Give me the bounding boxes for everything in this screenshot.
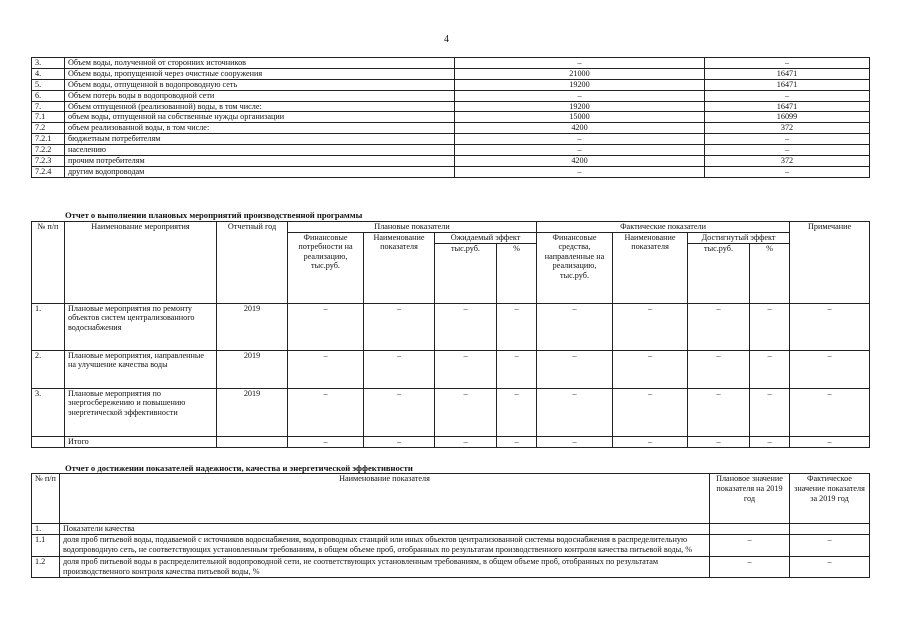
header-indicator-name: Наименование показателя xyxy=(60,474,710,524)
header-measure-name: Наименование мероприятия xyxy=(65,222,217,304)
row-fact-value: – xyxy=(790,535,870,556)
row-name: Объем воды, отпущенной в водопроводную сеть xyxy=(65,79,455,90)
row-year xyxy=(217,437,288,448)
table-row xyxy=(32,535,870,556)
row-name: Объем воды, полученной от сторонних источников xyxy=(65,58,455,69)
row-dash-value: – xyxy=(497,304,537,351)
row-plan-value: – xyxy=(455,90,705,101)
header-num: № п/п xyxy=(32,474,60,524)
row-dash-value: – xyxy=(497,351,537,389)
row-dash-value: – xyxy=(364,389,435,437)
table-row xyxy=(32,90,870,101)
planned-measures-table xyxy=(31,221,870,448)
water-volume-table xyxy=(31,57,870,178)
row-name: бюджетным потребителям xyxy=(65,134,455,145)
row-dash-value: – xyxy=(537,304,613,351)
row-dash-value: – xyxy=(435,304,497,351)
row-measure-name: Плановые мероприятия, направленные на улучшение качества воды xyxy=(65,351,217,389)
row-name: объем воды, отпущенной на собственные нужды организации xyxy=(65,112,455,123)
row-fact-value: 372 xyxy=(705,123,870,134)
row-plan-value: – xyxy=(455,145,705,156)
row-plan-value: 4200 xyxy=(455,123,705,134)
header-fact-fin: Финансовые средства, направленные на реализацию, тыс.руб. xyxy=(537,233,613,304)
row-measure-name: Итого xyxy=(65,437,217,448)
row-dash-value: – xyxy=(750,351,790,389)
row-plan-value: 19200 xyxy=(455,79,705,90)
table-row xyxy=(32,389,870,437)
header-plan-value: Плановое значение показателя на 2019 год xyxy=(710,474,790,524)
row-number: 7.1 xyxy=(32,112,65,123)
header-plan-group: Плановые показатели xyxy=(288,222,537,233)
row-plan-value: – xyxy=(455,134,705,145)
row-name: Объем воды, пропущенной через очистные сооружения xyxy=(65,68,455,79)
header-note: Примечание xyxy=(790,222,870,304)
row-year: 2019 xyxy=(217,351,288,389)
header-plan-tys: тыс.руб. xyxy=(435,244,497,304)
row-dash-value: – xyxy=(537,437,613,448)
row-indicator-name: доля проб питьевой воды в распределительной водопроводной сети, не соответствующих установленным требованиям, в общем объеме проб, отобранных по результатам производственного контроля качества питьевой воды, % xyxy=(60,556,710,577)
row-number: 4. xyxy=(32,68,65,79)
row-indicator-name: Показатели качества xyxy=(60,524,710,535)
indicators-table xyxy=(31,473,870,578)
row-dash-value: – xyxy=(613,304,688,351)
row-dash-value: – xyxy=(364,351,435,389)
row-measure-name: Плановые мероприятия по ремонту объектов систем централизованного водоснабжения xyxy=(65,304,217,351)
row-dash-value: – xyxy=(613,351,688,389)
row-name: населению xyxy=(65,145,455,156)
row-indicator-name: доля проб питьевой воды, подаваемой с источников водоснабжения, водопроводных станций или иных объектов централизованной системы водоснабжения в распределительную водопроводную сеть, не соответствующих установленным требованиям, в общем объеме проб, отобранных по результатам производственного контроля качества питьевой воды, % xyxy=(60,535,710,556)
row-dash-value: – xyxy=(288,351,364,389)
row-plan-value: 21000 xyxy=(455,68,705,79)
row-year: 2019 xyxy=(217,304,288,351)
table-row xyxy=(32,134,870,145)
table-row xyxy=(32,524,870,535)
row-dash-value: – xyxy=(364,437,435,448)
row-fact-value: 16471 xyxy=(705,101,870,112)
header-fact-value: Фактическое значение показателя за 2019 год xyxy=(790,474,870,524)
table-row xyxy=(32,145,870,156)
header-fact-group: Фактические показатели xyxy=(537,222,790,233)
row-number: 2. xyxy=(32,351,65,389)
row-number: 7.2.3 xyxy=(32,156,65,167)
header-plan-fin: Финансовые потребности на реализацию, тыс.руб. xyxy=(288,233,364,304)
header-num: № п/п xyxy=(32,222,65,304)
row-dash-value: – xyxy=(497,389,537,437)
row-dash-value: – xyxy=(790,437,870,448)
table-row xyxy=(32,123,870,134)
row-dash-value: – xyxy=(537,389,613,437)
row-dash-value: – xyxy=(688,437,750,448)
table-row xyxy=(32,156,870,167)
header-plan-effect: Ожидаемый эффект xyxy=(435,233,537,244)
row-plan-value: – xyxy=(710,535,790,556)
row-fact-value: – xyxy=(705,145,870,156)
row-fact-value xyxy=(790,524,870,535)
header-fact-indicator: Наименование показателя xyxy=(613,233,688,304)
table-row xyxy=(32,304,870,351)
row-fact-value: – xyxy=(705,166,870,177)
table-row xyxy=(32,556,870,577)
row-dash-value: – xyxy=(790,389,870,437)
page-number: 4 xyxy=(444,34,449,45)
row-dash-value: – xyxy=(497,437,537,448)
table-row xyxy=(32,68,870,79)
row-dash-value: – xyxy=(435,437,497,448)
row-dash-value: – xyxy=(750,304,790,351)
row-fact-value: – xyxy=(790,556,870,577)
total-row xyxy=(32,437,870,448)
header-year: Отчетный год xyxy=(217,222,288,304)
row-name: другим водопроводам xyxy=(65,166,455,177)
row-number: 1.1 xyxy=(32,535,60,556)
row-name: объем реализованной воды, в том числе: xyxy=(65,123,455,134)
row-dash-value: – xyxy=(688,351,750,389)
header-plan-indicator: Наименование показателя xyxy=(364,233,435,304)
row-dash-value: – xyxy=(364,304,435,351)
row-dash-value: – xyxy=(288,389,364,437)
row-dash-value: – xyxy=(688,304,750,351)
row-plan-value: 15000 xyxy=(455,112,705,123)
row-number: 7. xyxy=(32,101,65,112)
table-row xyxy=(32,166,870,177)
row-dash-value: – xyxy=(790,304,870,351)
row-dash-value: – xyxy=(613,389,688,437)
row-plan-value: 4200 xyxy=(455,156,705,167)
row-dash-value: – xyxy=(613,437,688,448)
row-fact-value: – xyxy=(705,58,870,69)
row-fact-value: 16471 xyxy=(705,68,870,79)
table-row xyxy=(32,101,870,112)
row-plan-value: – xyxy=(455,58,705,69)
row-number: 5. xyxy=(32,79,65,90)
row-dash-value: – xyxy=(537,351,613,389)
table-row xyxy=(32,58,870,69)
row-number: 7.2 xyxy=(32,123,65,134)
row-number: 1.2 xyxy=(32,556,60,577)
row-dash-value: – xyxy=(688,389,750,437)
row-plan-value: 19200 xyxy=(455,101,705,112)
row-number: 1. xyxy=(32,304,65,351)
planned-measures-title: Отчет о выполнении плановых мероприятий производственной программы xyxy=(65,210,363,220)
table-row xyxy=(32,112,870,123)
row-plan-value: – xyxy=(710,556,790,577)
header-fact-pct: % xyxy=(750,244,790,304)
row-dash-value: – xyxy=(435,351,497,389)
row-number: 3. xyxy=(32,389,65,437)
row-year: 2019 xyxy=(217,389,288,437)
indicators-title: Отчет о достижении показателей надежности, качества и энергетической эффективности xyxy=(65,463,413,473)
row-dash-value: – xyxy=(288,437,364,448)
row-dash-value: – xyxy=(435,389,497,437)
row-dash-value: – xyxy=(750,437,790,448)
row-fact-value: 16099 xyxy=(705,112,870,123)
row-number: 3. xyxy=(32,58,65,69)
row-dash-value: – xyxy=(750,389,790,437)
row-number: 6. xyxy=(32,90,65,101)
row-fact-value: – xyxy=(705,134,870,145)
row-name: прочим потребителям xyxy=(65,156,455,167)
row-plan-value: – xyxy=(455,166,705,177)
table-row xyxy=(32,79,870,90)
row-number xyxy=(32,437,65,448)
row-fact-value: 372 xyxy=(705,156,870,167)
row-number: 7.2.4 xyxy=(32,166,65,177)
row-number: 7.2.2 xyxy=(32,145,65,156)
row-fact-value: – xyxy=(705,90,870,101)
row-fact-value: 16471 xyxy=(705,79,870,90)
table-row xyxy=(32,351,870,389)
header-fact-effect: Достигнутый эффект xyxy=(688,233,790,244)
row-number: 7.2.1 xyxy=(32,134,65,145)
row-dash-value: – xyxy=(288,304,364,351)
header-fact-tys: тыс.руб. xyxy=(688,244,750,304)
row-dash-value: – xyxy=(790,351,870,389)
row-measure-name: Плановые мероприятия по энергосбережению и повышению энергетической эффективности xyxy=(65,389,217,437)
row-plan-value xyxy=(710,524,790,535)
header-plan-pct: % xyxy=(497,244,537,304)
row-name: Объем потерь воды в водопроводной сети xyxy=(65,90,455,101)
row-name: Объем отпущенной (реализованной) воды, в том числе: xyxy=(65,101,455,112)
row-number: 1. xyxy=(32,524,60,535)
